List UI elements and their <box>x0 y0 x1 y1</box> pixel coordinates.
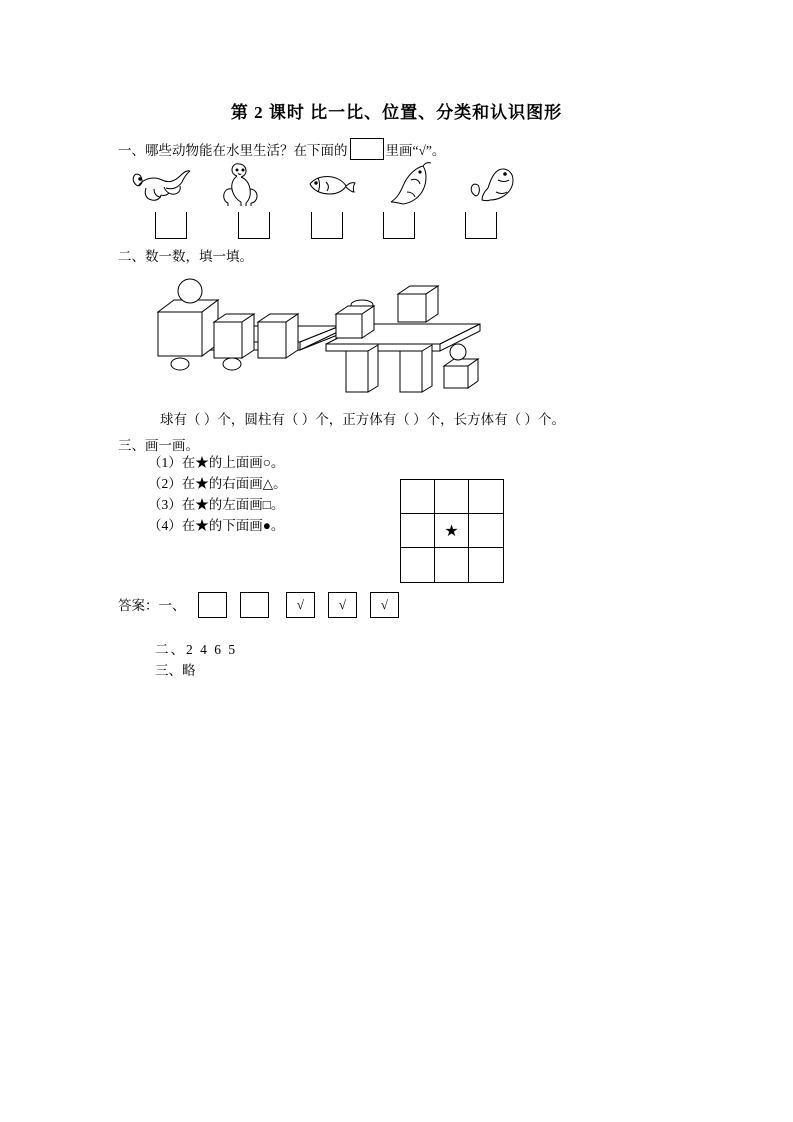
question-3-items <box>148 452 287 536</box>
page-title: 第 2 课时 比一比、位置、分类和认识图形 <box>230 103 563 122</box>
grid-cell[interactable] <box>469 548 503 582</box>
answer-checkbox-row <box>155 212 555 240</box>
question-3-heading: 三、画一画。 <box>118 438 199 453</box>
question-2-heading: 二、数一数，填一填。 <box>118 249 253 264</box>
checkbox-inline[interactable] <box>350 138 384 160</box>
grid-cell[interactable] <box>469 480 503 514</box>
grid-cell[interactable] <box>401 514 435 548</box>
answers-line-3: 三、略 <box>155 663 196 678</box>
frog-icon <box>462 158 524 208</box>
animal-illustrations <box>130 158 530 210</box>
question-3-item-3: （3）在★的左面画□。 <box>148 497 285 512</box>
answers-line-2: 二、2 4 6 5 <box>155 642 238 657</box>
question-1-prompt <box>118 138 445 160</box>
answer-box-5[interactable]: √ <box>370 592 399 618</box>
answer-box-1[interactable] <box>198 592 227 618</box>
answers-label: 答案：一、 <box>118 598 186 613</box>
grid-cell[interactable] <box>401 480 435 514</box>
grid-cell[interactable] <box>401 548 435 582</box>
crab-icon <box>130 158 192 208</box>
dolphin-icon <box>379 158 441 208</box>
question-3-item-1: （1）在★的上面画○。 <box>148 455 285 470</box>
fish-icon <box>296 158 358 208</box>
position-grid <box>400 479 504 583</box>
grid-cell[interactable] <box>435 548 469 582</box>
grid-cell-star[interactable]: ★ <box>435 514 469 548</box>
answer-box-3[interactable]: √ <box>286 592 315 618</box>
checkbox-4[interactable] <box>383 212 415 239</box>
checkbox-5[interactable] <box>465 212 497 239</box>
answer-box-4[interactable]: √ <box>328 592 357 618</box>
question-3-item-4: （4）在★的下面画●。 <box>148 518 285 533</box>
question-3-item-2: （2）在★的右面画△。 <box>148 476 287 491</box>
question-1-text-after: 里画“√”。 <box>385 143 446 158</box>
grid-cell[interactable] <box>435 480 469 514</box>
checkbox-2[interactable] <box>238 212 270 239</box>
question-2-fill-line: 球有（ ）个，圆柱有（ ）个，正方体有（ ）个，长方体有（ ）个。 <box>160 412 565 427</box>
solid-figures-illustration <box>140 272 560 400</box>
dog-icon <box>213 158 275 208</box>
answer-box-2[interactable] <box>240 592 269 618</box>
grid-cell[interactable] <box>469 514 503 548</box>
question-1-text-before: 一、哪些动物能在水里生活？在下面的 <box>118 143 348 158</box>
checkbox-3[interactable] <box>311 212 343 239</box>
checkbox-1[interactable] <box>155 212 187 239</box>
